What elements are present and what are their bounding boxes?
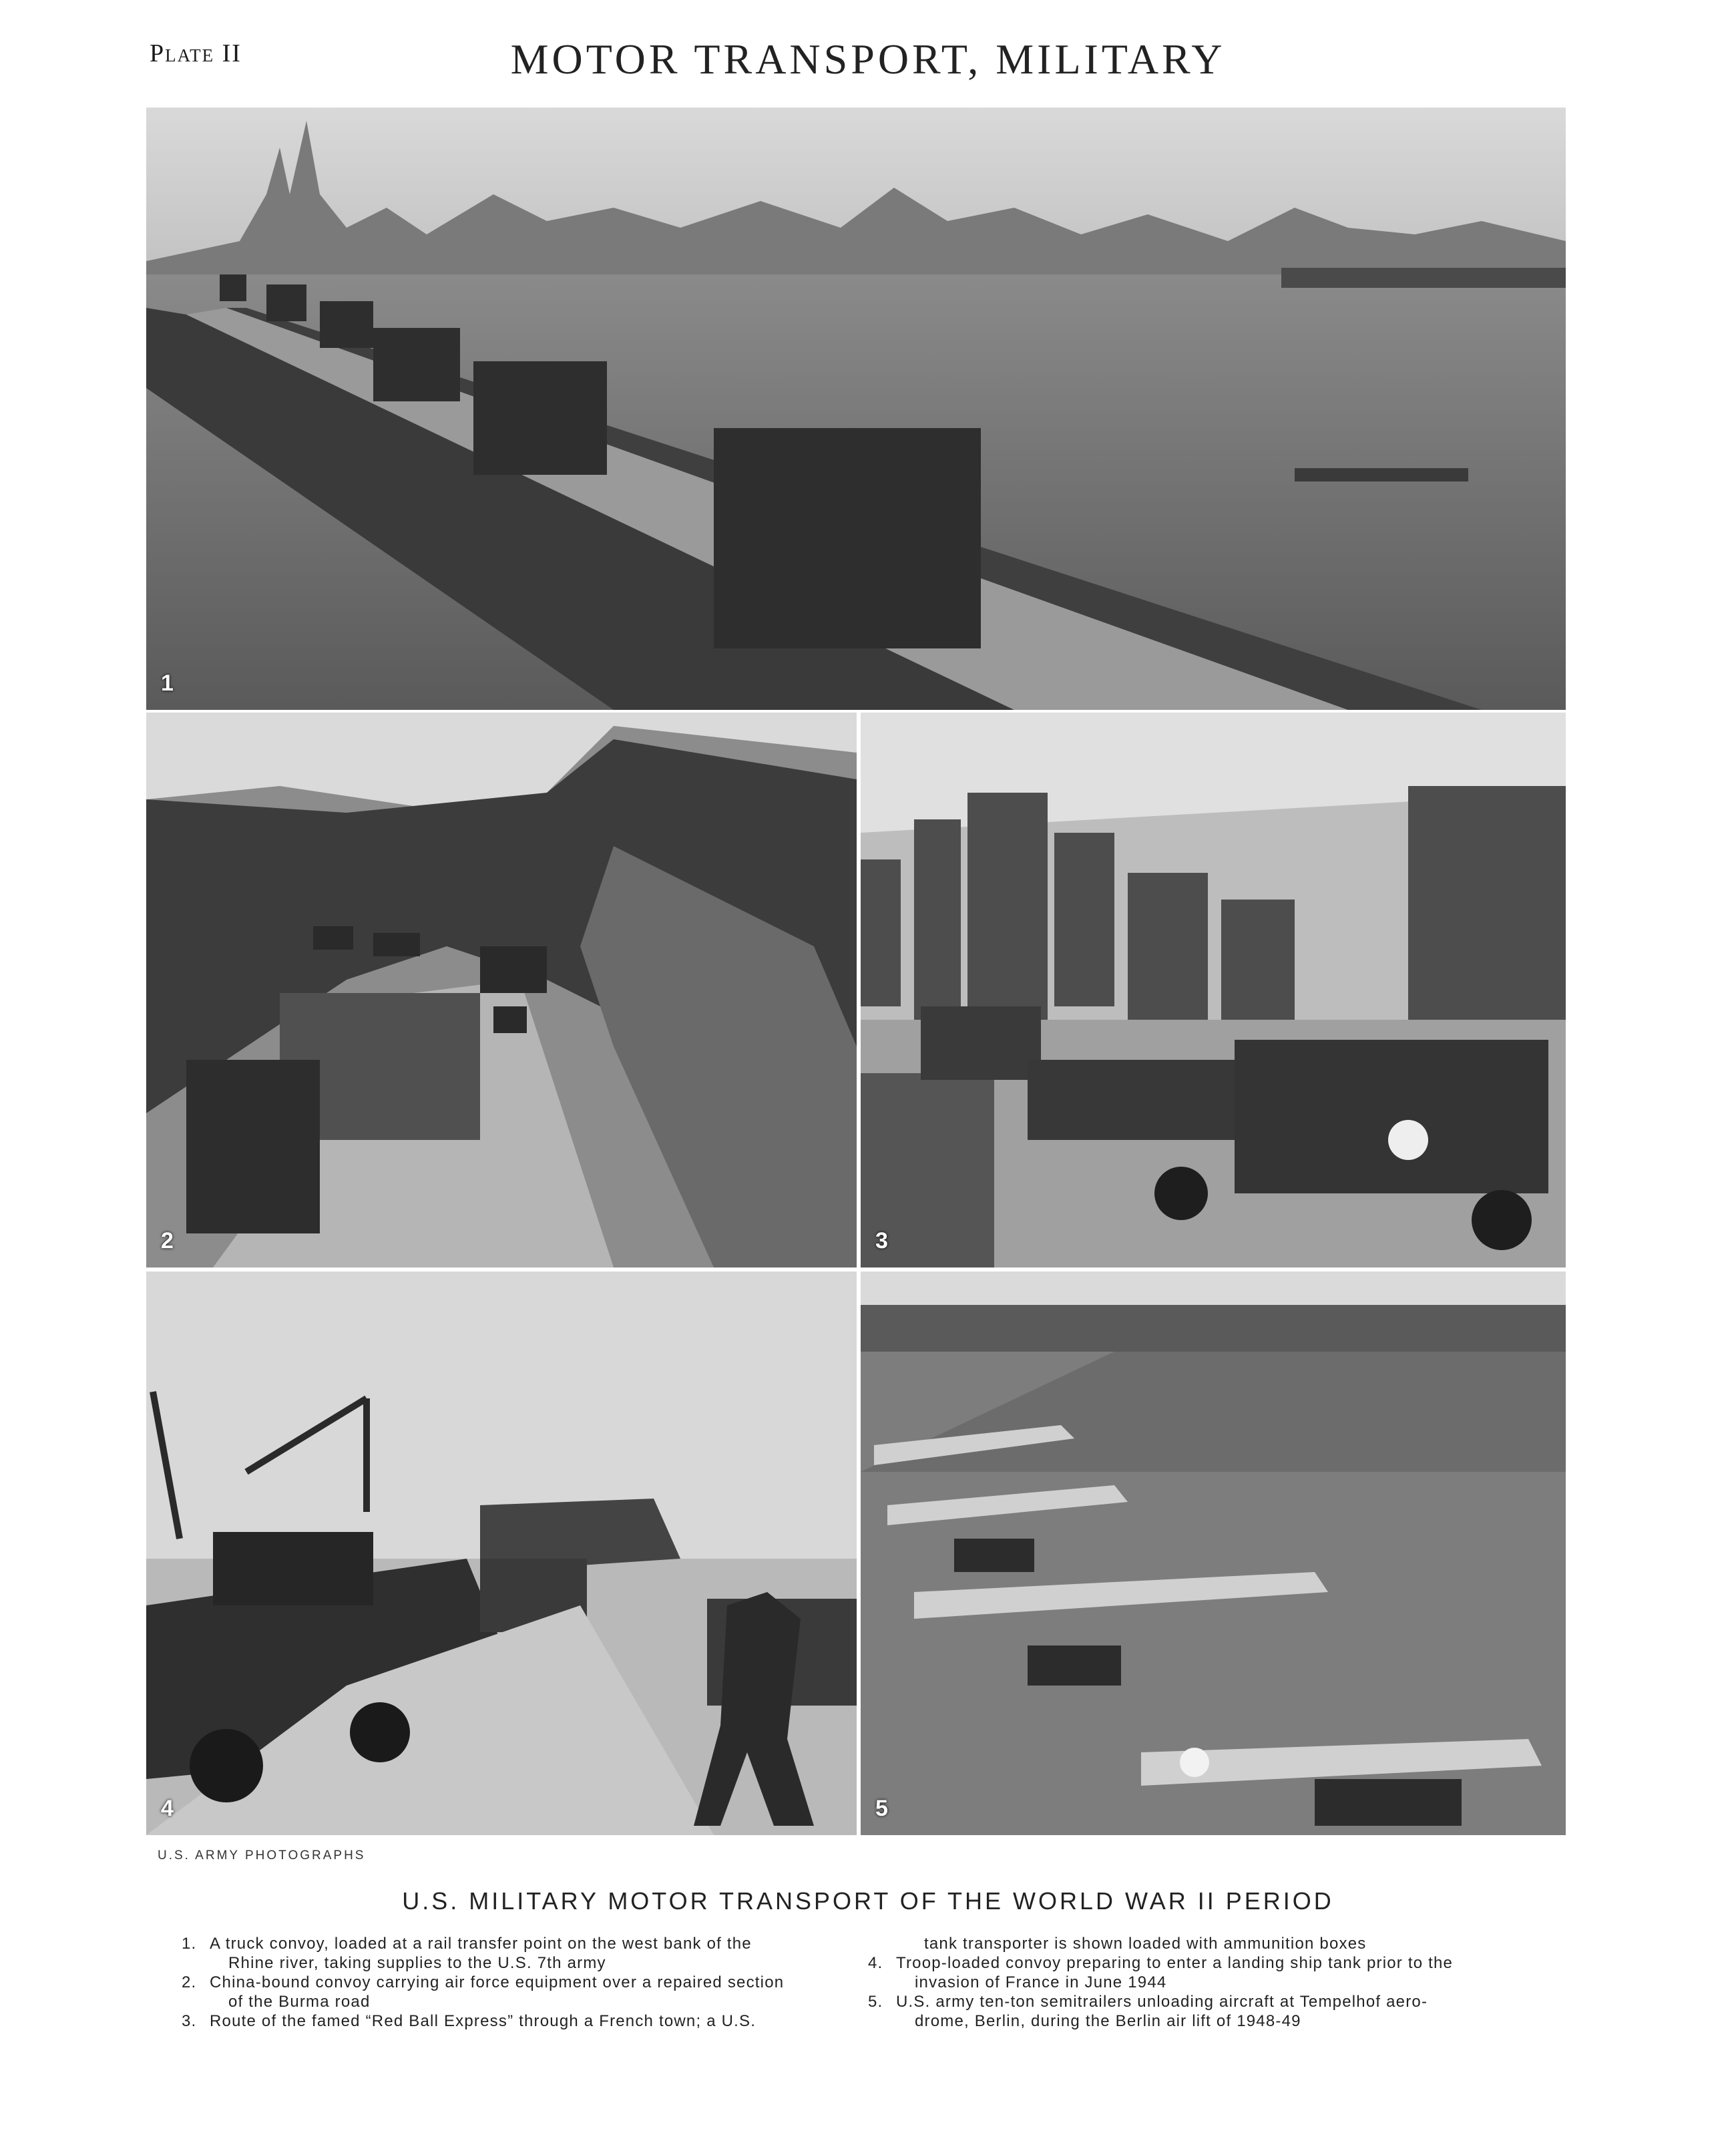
caption-continuation: Rhine river, taking supplies to the U.S. 7th army: [228, 1954, 606, 1972]
caption-continuation: of the Burma road: [228, 1993, 371, 2011]
caption-number: 1.: [182, 1935, 197, 1953]
caption-number: 2.: [182, 1973, 197, 1991]
photo-2-image: [146, 713, 857, 1268]
caption-text: [210, 1973, 849, 2011]
photo-number: 3: [875, 1228, 888, 1253]
photo-number: 4: [161, 1796, 174, 1821]
caption-item: [182, 1934, 849, 1973]
caption-number: 5.: [868, 1993, 883, 2011]
photo-4-image: [146, 1272, 857, 1835]
caption-number: 4.: [868, 1954, 883, 1972]
captions-right-column: [868, 1934, 1536, 2031]
photo-number: 1: [161, 670, 174, 696]
page-title: MOTOR TRANSPORT, MILITARY: [510, 35, 1226, 83]
photo-convoy-rhine-bridge: [146, 108, 1566, 710]
caption-line: Route of the famed “Red Ball Express” through a French town; a U.S.: [210, 2012, 756, 2030]
caption-line: China-bound convoy carrying air force equipment over a repaired section: [210, 1973, 785, 1991]
captions-left-column: [182, 1934, 849, 2031]
caption-line: A truck convoy, loaded at a rail transfer point on the west bank of the: [210, 1935, 752, 1953]
caption-item: [182, 1973, 849, 2011]
plate-label: Plate II: [150, 39, 242, 67]
caption-continuation: tank transporter is shown loaded with ammunition boxes: [924, 1935, 1367, 1953]
photo-burma-road-convoy: [146, 713, 857, 1268]
caption-line: Troop-loaded convoy preparing to enter a landing ship tank prior to the: [896, 1954, 1454, 1972]
caption-item: [182, 2011, 849, 2031]
photo-5-image: [861, 1272, 1566, 1835]
caption-item: [868, 1992, 1536, 2031]
photo-number: 2: [161, 1228, 174, 1253]
caption-continuation: invasion of France in June 1944: [915, 1973, 1167, 1991]
photo-number: 5: [875, 1796, 888, 1821]
caption-line: U.S. army ten-ton semitrailers unloading aircraft at Tempelhof aero-: [896, 1993, 1428, 2011]
caption-text: [210, 2011, 849, 2031]
caption-text: [210, 1934, 849, 1973]
caption-item: [868, 1953, 1536, 1992]
photo-red-ball-express: [861, 713, 1566, 1268]
caption-number: 3.: [182, 2012, 197, 2030]
caption-continuation: drome, Berlin, during the Berlin air lift of 1948-49: [915, 2012, 1301, 2030]
photo-1-image: [146, 108, 1566, 710]
caption-text: [896, 1992, 1536, 2031]
photo-credit: U.S. ARMY PHOTOGRAPHS: [158, 1848, 366, 1863]
caption-text: [896, 1953, 1536, 1992]
photo-troop-convoy-lst: [146, 1272, 857, 1835]
photo-tempelhof-airlift: [861, 1272, 1566, 1835]
caption-heading: U.S. MILITARY MOTOR TRANSPORT OF THE WORLD WAR II PERIOD: [402, 1887, 1334, 1915]
photo-3-image: [861, 713, 1566, 1268]
